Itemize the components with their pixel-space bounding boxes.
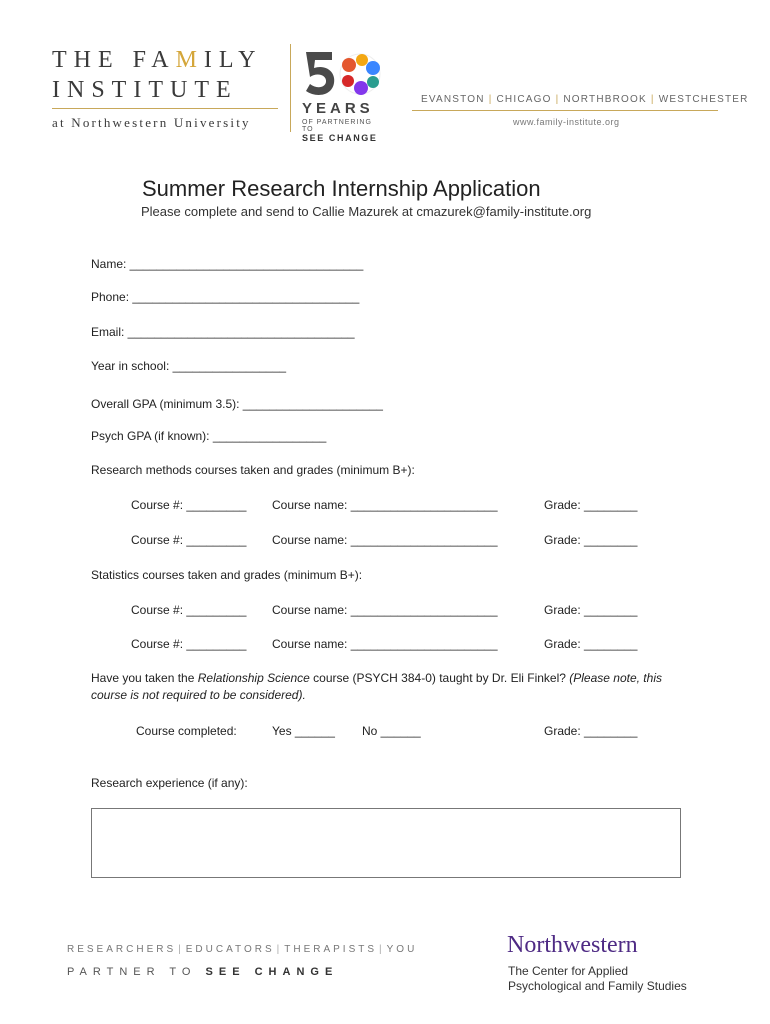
relationship-grade-field[interactable]: Grade: ________ xyxy=(544,724,638,738)
overall-gpa-field[interactable]: Overall GPA (minimum 3.5): _____________________ xyxy=(91,397,383,411)
footer-separator: | xyxy=(379,944,385,955)
rm-course-name-1[interactable]: Course name: ______________________ xyxy=(272,498,498,512)
rm-course-name-2[interactable]: Course name: ______________________ xyxy=(272,533,498,547)
research-experience-label: Research experience (if any): xyxy=(91,776,248,790)
email-field[interactable]: Email: __________________________________ xyxy=(91,325,355,339)
anniv-years: YEARS xyxy=(302,100,374,117)
research-methods-heading: Research methods courses taken and grades (minimum B+): xyxy=(91,463,415,477)
tagline-pre: PARTNER TO xyxy=(67,966,206,978)
logo-line-1 xyxy=(52,48,278,72)
center-name-line-1: The Center for Applied xyxy=(508,964,629,978)
rq-note-1: (Please note, this xyxy=(569,671,662,685)
stats-course-name-1[interactable]: Course name: ______________________ xyxy=(272,603,498,617)
yes-field[interactable]: Yes ______ xyxy=(272,724,335,738)
footer-role-therapists: THERAPISTS xyxy=(284,944,378,955)
footer-role-you: YOU xyxy=(386,944,418,955)
rq-text-pre: Have you taken the xyxy=(91,671,198,685)
name-field[interactable]: Name: ___________________________________ xyxy=(91,257,364,271)
rm-course-number-2[interactable]: Course #: _________ xyxy=(131,533,247,547)
page-subtitle: Please complete and send to Callie Mazurek at cmazurek@family-institute.org xyxy=(141,204,592,219)
psych-gpa-field[interactable]: Psych GPA (if known): _________________ xyxy=(91,429,327,443)
statistics-heading: Statistics courses taken and grades (minimum B+): xyxy=(91,568,363,582)
location-chicago: CHICAGO xyxy=(496,94,552,105)
logo-text-b: ILY xyxy=(203,47,263,73)
phone-field[interactable]: Phone: __________________________________ xyxy=(91,290,360,304)
rm-grade-1[interactable]: Grade: ________ xyxy=(544,498,638,512)
footer-role-educators: EDUCATORS xyxy=(185,944,275,955)
stats-grade-2[interactable]: Grade: ________ xyxy=(544,637,638,651)
location-northbrook: NORTHBROOK xyxy=(563,94,647,105)
rq-note-2: course is not required to be considered). xyxy=(91,688,306,702)
location-separator: | xyxy=(555,94,560,105)
footer-tagline xyxy=(67,966,338,978)
website-link[interactable]: www.family-institute.org xyxy=(513,117,620,127)
no-field[interactable]: No ______ xyxy=(362,724,421,738)
center-name-line-2: Psychological and Family Studies xyxy=(508,979,687,993)
locations-list xyxy=(421,94,749,105)
location-evanston: EVANSTON xyxy=(421,94,485,105)
logo-vertical-divider xyxy=(290,44,291,132)
tagline-see-change: SEE CHANGE xyxy=(205,966,339,978)
northwestern-logo: Northwestern xyxy=(507,932,638,958)
footer-roles xyxy=(67,944,417,955)
rq-course-title: Relationship Science xyxy=(197,671,310,685)
anniversary-emblem xyxy=(302,46,382,143)
anniv-partnering: OF PARTNERING TO xyxy=(302,119,372,133)
stats-grade-1[interactable]: Grade: ________ xyxy=(544,603,638,617)
logo-divider xyxy=(52,108,278,109)
location-separator: | xyxy=(488,94,493,105)
location-separator: | xyxy=(650,94,655,105)
research-experience-textbox[interactable] xyxy=(91,808,681,878)
footer-separator: | xyxy=(178,944,184,955)
locations-rule xyxy=(412,110,718,111)
footer-role-researchers: RESEARCHERS xyxy=(67,944,177,955)
page-title: Summer Research Internship Application xyxy=(142,176,541,201)
year-in-school-field[interactable]: Year in school: _________________ xyxy=(91,359,287,373)
rm-grade-2[interactable]: Grade: ________ xyxy=(544,533,638,547)
relationship-question xyxy=(91,671,662,685)
fifty-graphic-icon xyxy=(302,46,382,98)
logo-line-2: INSTITUTE xyxy=(52,77,238,103)
stats-course-number-2[interactable]: Course #: _________ xyxy=(131,637,247,651)
footer-separator: | xyxy=(276,944,283,955)
location-westchester: WESTCHESTER xyxy=(658,94,749,105)
anniv-see-change: SEE CHANGE xyxy=(302,133,378,143)
rm-course-number-1[interactable]: Course #: _________ xyxy=(131,498,247,512)
rq-text-mid: course (PSYCH 384-0) taught by Dr. Eli Finkel? xyxy=(309,671,570,685)
center-name xyxy=(508,964,687,994)
stats-course-name-2[interactable]: Course name: ______________________ xyxy=(272,637,498,651)
logo-text-m: M xyxy=(175,47,204,73)
logo-text-a: THE FA xyxy=(52,47,176,73)
stats-course-number-1[interactable]: Course #: _________ xyxy=(131,603,247,617)
institute-logo xyxy=(52,48,278,131)
course-completed-label: Course completed: xyxy=(136,724,237,738)
logo-line-3: at Northwestern University xyxy=(52,115,251,130)
